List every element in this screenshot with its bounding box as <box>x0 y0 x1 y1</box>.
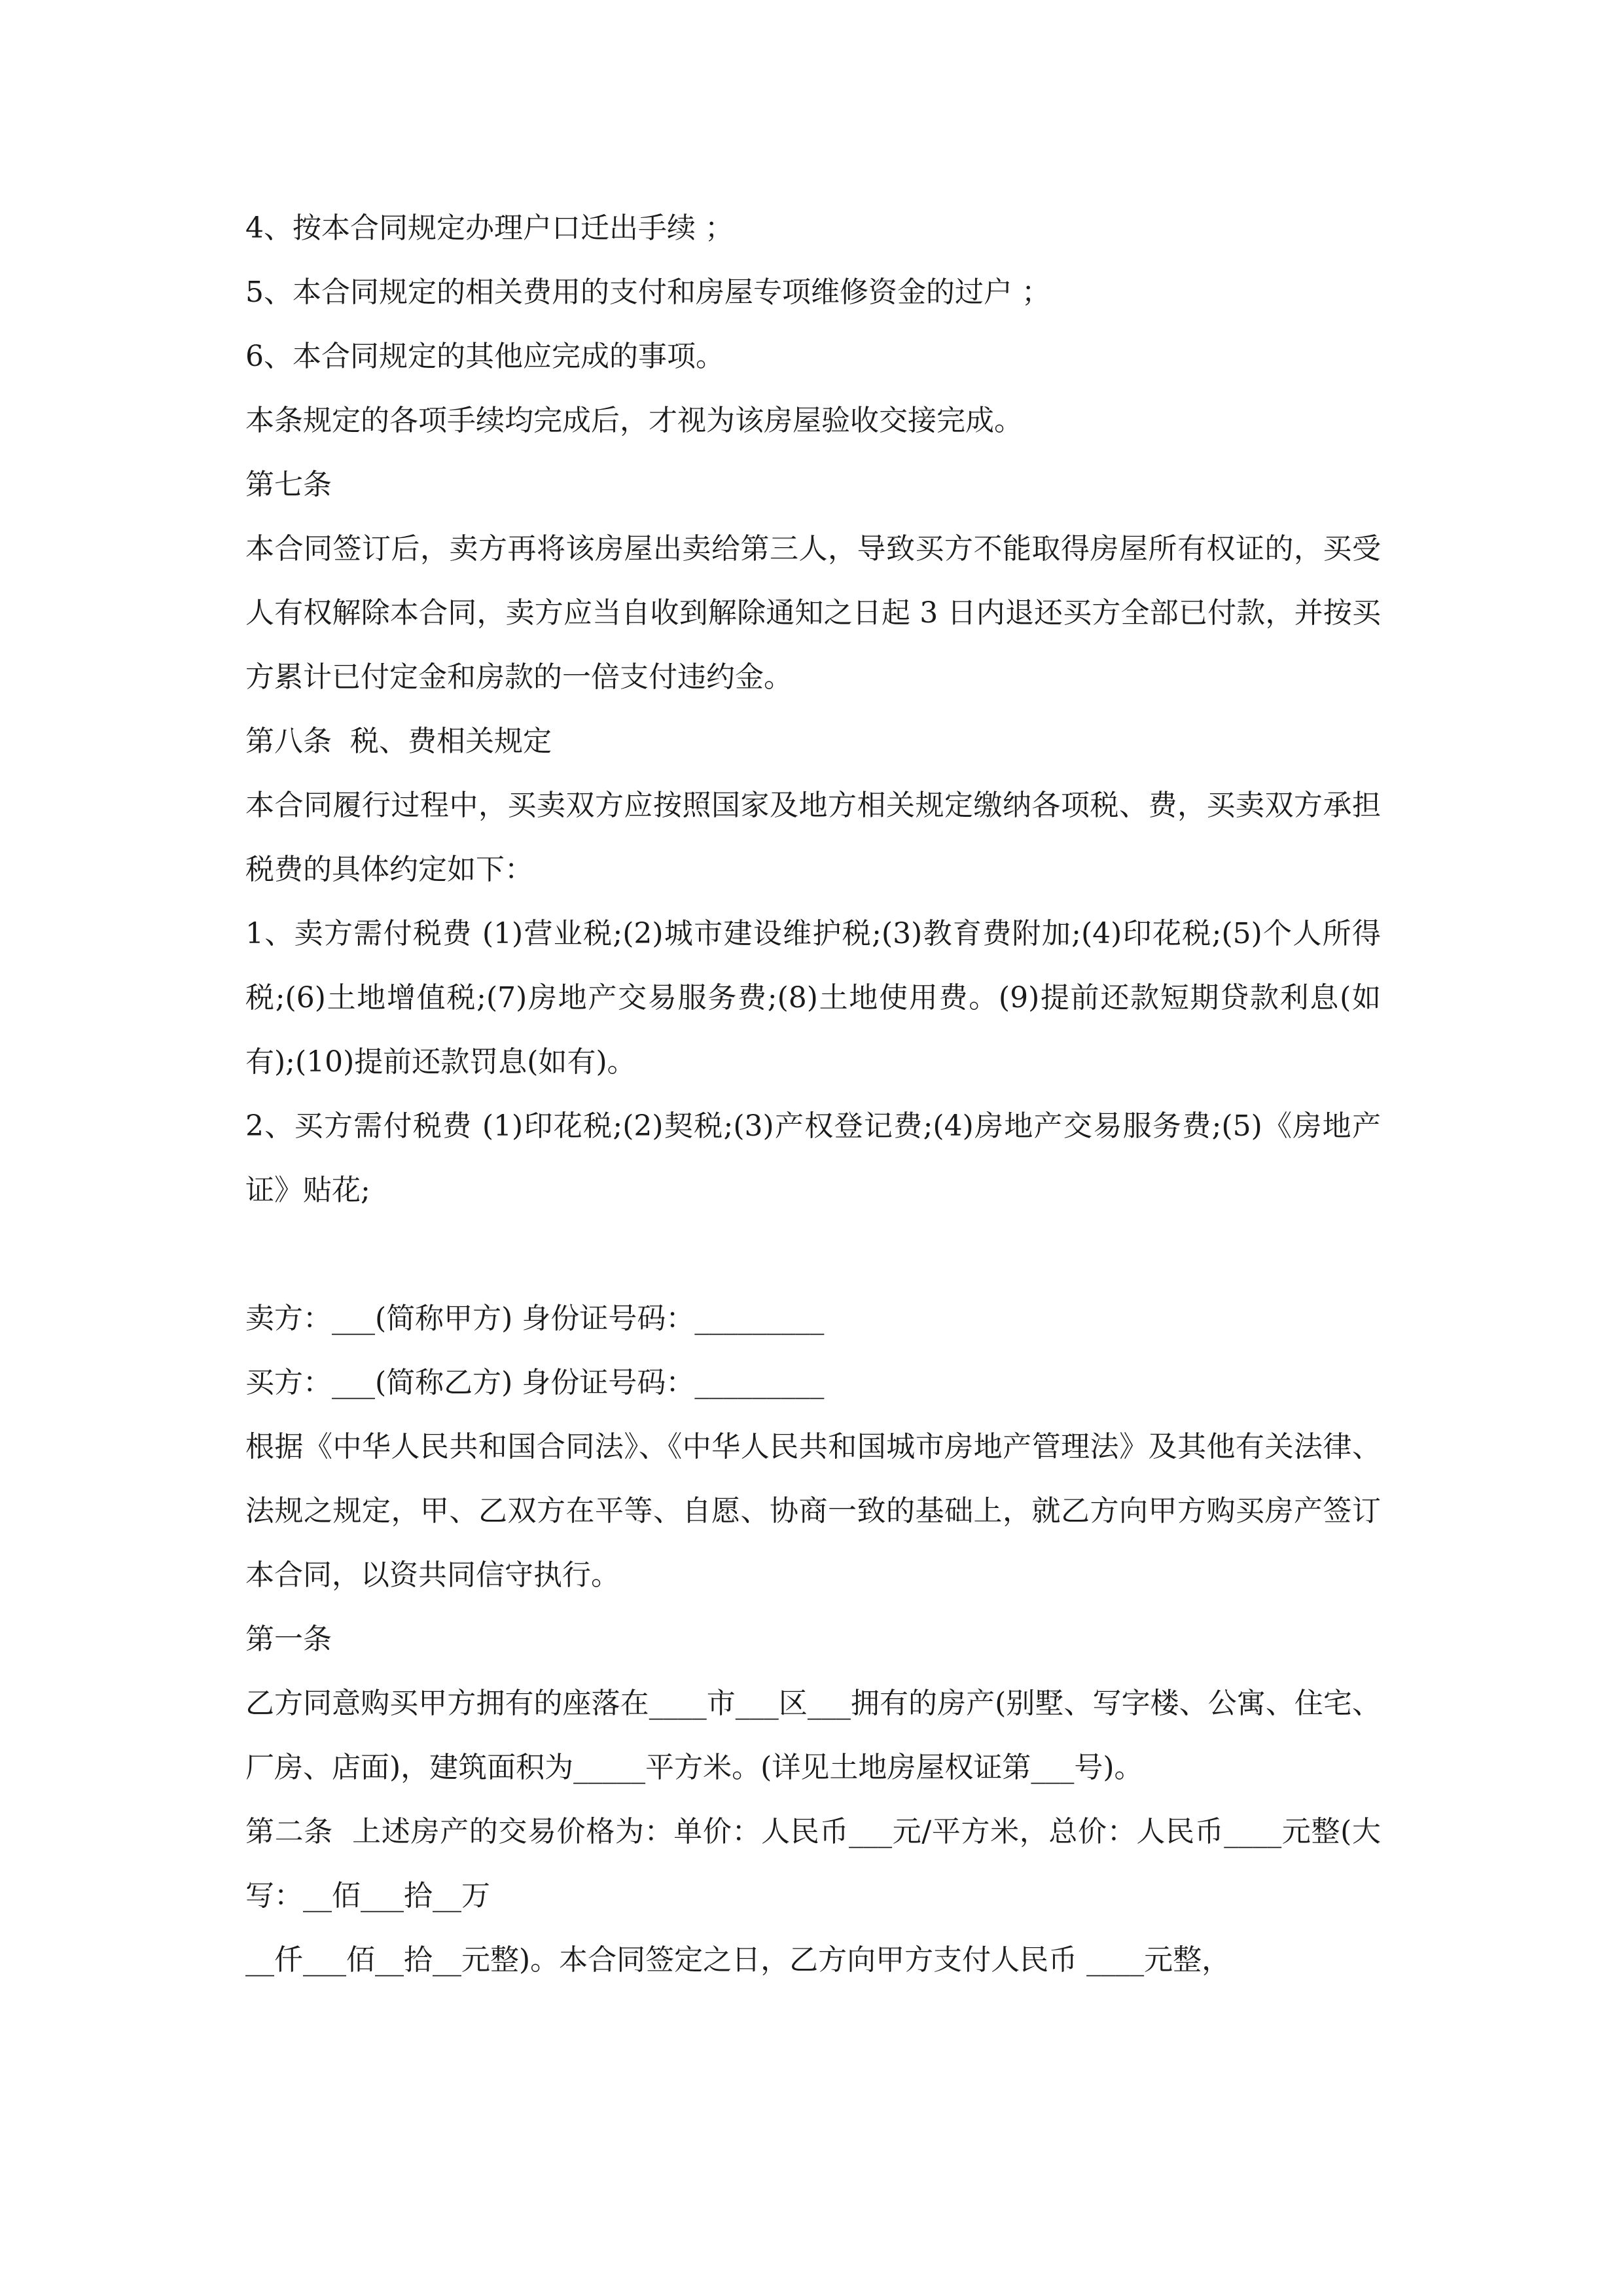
preamble: 根据《中华人民共和国合同法》、《中华人民共和国城市房地产管理法》及其他有关法律、法规之规定，甲、乙双方在平等、自愿、协商一致的基础上，就乙方向甲方购买房产签订本合同，以资共同信守执行。 <box>245 1430 1381 1592</box>
list-item: 5、本合同规定的相关费用的支付和房屋专项维修资金的过户 ； <box>245 276 1050 309</box>
seller-taxes: 1、卖方需付税费 (1)营业税;(2)城市建设维护税;(3)教育费附加;(4)印花税;(5)个人所得税;(6)土地增值税;(7)房地产交易服务费;(8)土地使用费。(9)提前还款短期贷款利息(如有);(10)提前还款罚息(如有)。 <box>245 917 1381 1079</box>
article-8-intro: 本合同履行过程中，买卖双方应按照国家及地方相关规定缴纳各项税、费，买卖双方承担税费的具体约定如下： <box>245 789 1381 886</box>
buyer-taxes: 2、买方需付税费 (1)印花税;(2)契税;(3)产权登记费;(4)房地产交易服务费;(5)《房地产证》贴花; <box>245 1109 1381 1207</box>
blank-line <box>245 1223 1381 1287</box>
article-1-heading: 第一条 <box>245 1623 332 1656</box>
list-item: 6、本合同规定的其他应完成的事项。 <box>245 340 724 373</box>
document-body <box>245 196 1381 1992</box>
article-2-line-2: __仟___佰__拾__元整)。本合同签定之日，乙方向甲方支付人民币 ____元整， <box>245 1943 1231 1977</box>
buyer-party-line: 买方：___(简称乙方) 身份证号码：_________ <box>245 1366 825 1399</box>
article-2-line-1: 第二条 上述房产的交易价格为：单价：人民币___元/平方米，总价：人民币____元整(大写：__佰___拾__万 <box>245 1815 1381 1912</box>
article-7-heading: 第七条 <box>245 468 332 501</box>
list-item: 4、按本合同规定办理户口迁出手续 ； <box>245 211 734 245</box>
article-7-text: 本合同签订后，卖方再将该房屋出卖给第三人，导致买方不能取得房屋所有权证的，买受人有权解除本合同，卖方应当自收到解除通知之日起 3 日内退还买方全部已付款，并按买方累计已付定金和房款的一倍支付违约金。 <box>245 532 1381 694</box>
article-8-heading: 第八条 税、费相关规定 <box>245 725 552 758</box>
seller-party-line: 卖方：___(简称甲方) 身份证号码：_________ <box>245 1302 825 1335</box>
article-1-text: 乙方同意购买甲方拥有的座落在____市___区___拥有的房产(别墅、写字楼、公寓、住宅、厂房、店面)，建筑面积为_____平方米。(详见土地房屋权证第___号)。 <box>245 1687 1381 1784</box>
section-closing: 本条规定的各项手续均完成后，才视为该房屋验收交接完成。 <box>245 404 1023 437</box>
